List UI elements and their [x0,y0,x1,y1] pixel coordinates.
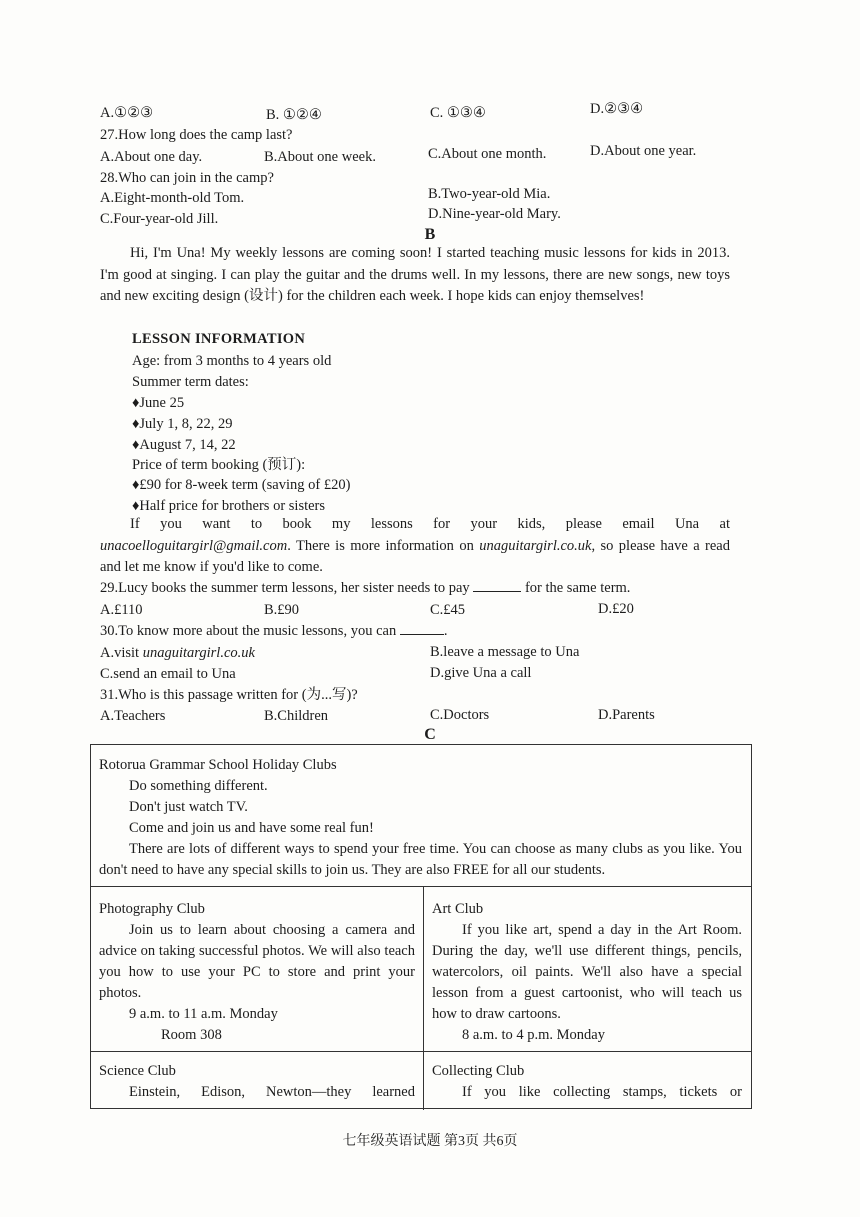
q31-option-d: D.Parents [598,707,655,723]
section-b-contact [100,514,730,579]
section-b-intro: Hi, I'm Una! My weekly lessons are coming soon! I started teaching music lessons for kids in 2013. I'm good at singing. I can play the guitar and the drums well. In my lessons, there are new songs, new toys and new exciting design (设计) for the children each week. I hope kids can enjoy themselves! [100,245,730,304]
collecting-club-title: Collecting Club [432,1063,525,1079]
date-item: ♦August 7, 14, 22 [132,437,236,453]
q30-option-a-prefix: A.visit [100,645,143,661]
section-c-heading: C [424,726,436,743]
science-club-body: Einstein, Edison, Newton—they learned [129,1084,415,1100]
art-club-cell [424,895,750,1051]
q30-option-c: C.send an email to Una [100,666,236,682]
q28-option-c: C.Four-year-old Jill. [100,211,219,227]
q26-option-b: B. ①②④ [266,107,322,123]
page-footer: 七年级英语试题 第3页 共6页 [342,1134,518,1149]
q29-question-pre: 29.Lucy books the summer term lessons, her sister needs to pay [100,580,470,596]
photography-club-cell [91,895,423,1051]
photography-club-body: Join us to learn about choosing a camera and advice on taking successful photos. We will also teach you how to use your PC to store and print your photos. [99,922,415,1001]
email-address: unacoelloguitargirl@gmail.com [100,537,288,554]
price-item: ♦Half price for brothers or sisters [132,498,326,514]
q29-option-d: D.£20 [598,601,634,617]
clubs-intro-cell [91,751,750,887]
q27-option-c: C.About one month. [428,146,547,162]
q29-option-a: A.£110 [100,602,143,618]
clubs-title: Rotorua Grammar School Holiday Clubs [99,757,337,773]
website-link: unaguitargirl.co.uk [479,537,592,554]
science-club-title: Science Club [99,1063,176,1079]
lesson-age: Age: from 3 months to 4 years old [132,353,332,369]
art-club-time: 8 a.m. to 4 p.m. Monday [462,1027,605,1043]
answer-blank [400,622,444,635]
q26-option-d: D.②③④ [590,101,644,117]
clubs-table [90,744,752,1109]
art-club-body: If you like art, spend a day in the Art Room. During the day, we'll use different things, pencils, watercolors, oil paints. We'll also have a special lesson from a guest cartoonist, who will teach us how to draw cartoons. [432,922,742,1022]
q29-option-b: B.£90 [264,602,300,618]
q27-question: 27.How long does the camp last? [100,127,293,143]
clubs-line: Don't just watch TV. [129,799,248,815]
q31-option-c: C.Doctors [430,707,490,723]
date-item: ♦June 25 [132,395,185,411]
q30-question-post: . [443,623,448,639]
q29-option-c: C.£45 [430,602,466,618]
photography-club-title: Photography Club [99,901,205,917]
clubs-line: Come and join us and have some real fun! [129,820,374,836]
price-label: Price of term booking (预订): [132,457,306,473]
q27-option-b: B.About one week. [264,149,376,165]
contact-text-3: , so please have a read and let me know if you'd like to come. [100,537,730,575]
q31-option-a: A.Teachers [100,708,166,724]
q30-option-a [100,644,255,662]
photography-club-time: 9 a.m. to 11 a.m. Monday [129,1006,278,1022]
photography-club-room: Room 308 [161,1027,222,1043]
collecting-club-body: If you like collecting stamps, tickets or [462,1084,742,1100]
q26-option-a: A.①②③ [100,105,154,121]
table-divider [91,1051,751,1052]
q28-option-a: A.Eight-month-old Tom. [100,190,245,206]
price-item: ♦£90 for 8-week term (saving of £20) [132,477,351,493]
collecting-club-cell [424,1057,750,1107]
q28-option-d: D.Nine-year-old Mary. [428,206,561,222]
q30-question-pre: 30.To know more about the music lessons, you can [100,623,397,639]
q31-option-b: B.Children [264,708,329,724]
table-divider [91,886,751,887]
q30-option-b: B.leave a message to Una [430,644,580,660]
q30-option-d: D.give Una a call [430,665,532,681]
clubs-line: Do something different. [129,778,268,794]
clubs-paragraph: There are lots of different ways to spend your free time. You can choose as many clubs as you like. You don't need to have any special skills to join us. They are also FREE for all our students. [99,841,742,878]
q27-option-d: D.About one year. [590,143,697,159]
q26-option-c: C. ①③④ [430,105,486,121]
q28-option-b: B.Two-year-old Mia. [428,186,551,202]
q30-question [100,622,447,640]
art-club-title: Art Club [432,901,484,917]
q29-question [100,579,630,597]
contact-text-2: . There is more information on [287,537,480,554]
q30-option-a-site: unaguitargirl.co.uk [142,645,255,661]
contact-line-1: If you want to book my lessons for your kids, please email Una at [130,516,730,532]
section-b-heading: B [424,226,436,243]
term-dates-label: Summer term dates: [132,374,249,390]
answer-blank [473,579,521,592]
q31-question: 31.Who is this passage written for (为...写)? [100,687,358,703]
science-club-cell [91,1057,423,1107]
lesson-info-title: LESSON INFORMATION [132,331,306,347]
date-item: ♦July 1, 8, 22, 29 [132,416,233,432]
q29-question-post: for the same term. [524,580,631,596]
q28-question: 28.Who can join in the camp? [100,170,274,186]
q27-option-a: A.About one day. [100,149,203,165]
